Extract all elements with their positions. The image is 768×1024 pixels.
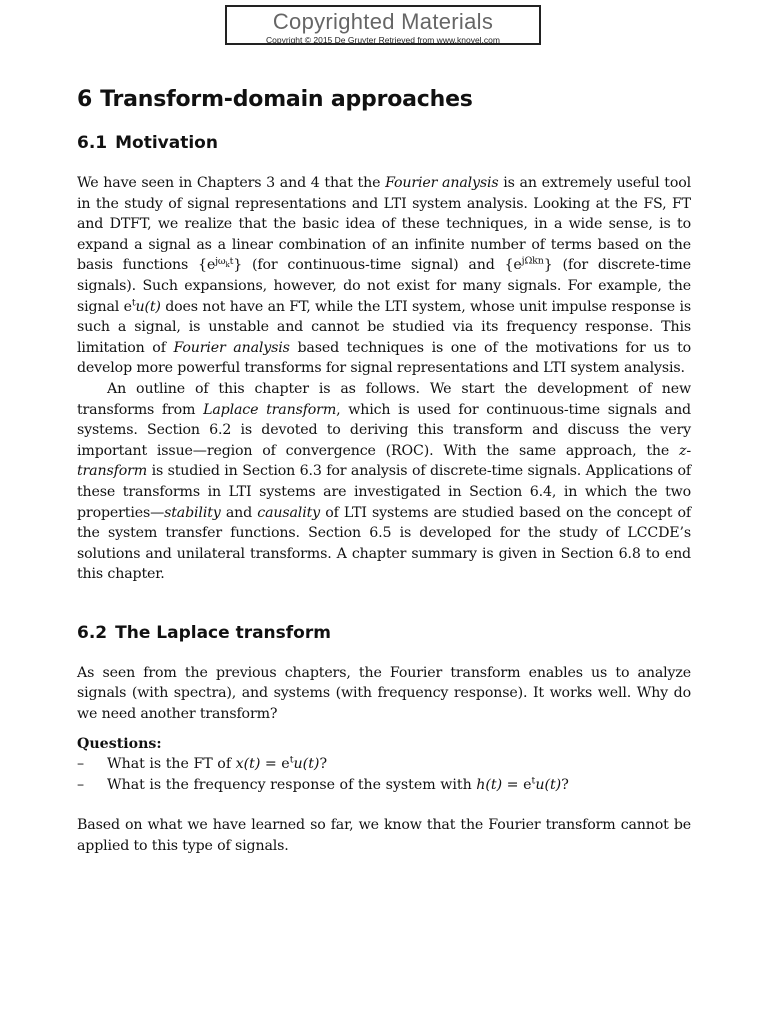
laplace-paragraph-2: Based on what we have learned so far, we know that the Fourier transform cannot be applied to this type of signals. — [77, 817, 691, 855]
stamp-notice: Copyright © 2015 De Gruyter Retrieved from www.knovel.com — [266, 35, 500, 45]
section-heading-laplace — [77, 621, 691, 645]
motivation-paragraph-1: We have seen in Chapters 3 and 4 that the Fourier analysis is an extremely useful tool in the study of signal representations and LTI system analysis. Looking at the FS, FT and DTFT, we realize that the basic idea of these techniques, in a wide sense, is to expand a signal as a linear combination of an infinite number of terms based on the basis functions $\{e^{j\omega_kt}\}$ (for continuous-time signal) and $\{e^{j\Omega kn}\}$ (for discrete-time signals). Such expansions, however, do not exist for many signals. For example, the signal $e^tu(t)$ does not have an FT, while the LTI system, whose unit impulse response is such a signal, is unstable and cannot be studied via its frequency response. This limitation of Fourier analysis based techniques is one of the motivations for us to develop more powerful transforms for signal representations and LTI system analysis. — [77, 175, 692, 377]
chapter-number: 6 — [77, 87, 93, 112]
questions-list — [77, 754, 691, 795]
section-number: 6.1 — [77, 133, 108, 153]
chapter-heading — [77, 83, 691, 117]
questions-title: Questions: — [77, 735, 162, 752]
motivation-paragraph-2: An outline of this chapter is as follows. We start the development of new transforms from Laplace transform, which is used for continuous-time signals and systems. Section 6.2 is devoted to deriving this transform and discuss the very important issue—region of convergence (ROC). With the same approach, the z-transform is studied in Section 6.3 for analysis of discrete-time signals. Applications of these transforms in LTI systems are investigated in Section 6.4, in which the two properties—stability and causality of LTI systems are studied based on the concept of the system transfer functions. Section 6.5 is developed for the study of LCCDE’s solutions and unilateral transforms. A chapter summary is given in Section 6.8 to end this chapter. — [77, 380, 692, 583]
laplace-paragraph-1: As seen from the previous chapters, the Fourier transform enables us to analyze signals (with spectra), and systems (with frequency response). It works well. Why do we need another transform? — [77, 664, 691, 723]
stamp-title: Copyrighted Materials — [272, 9, 494, 34]
page-content — [77, 80, 691, 857]
section-number: 6.2 — [77, 622, 108, 643]
list-item: – What is the frequency response of the system with $h(t) = e^tu(t)$? — [77, 775, 569, 793]
section-title: The Laplace transform — [115, 622, 331, 643]
copyright-stamp — [225, 5, 541, 45]
list-item: – What is the FT of $x(t) = e^tu(t)$? — [77, 754, 328, 773]
section-heading-motivation — [77, 131, 691, 155]
chapter-title: Transform-domain approaches — [100, 87, 473, 112]
section-title: Motivation — [115, 133, 218, 153]
